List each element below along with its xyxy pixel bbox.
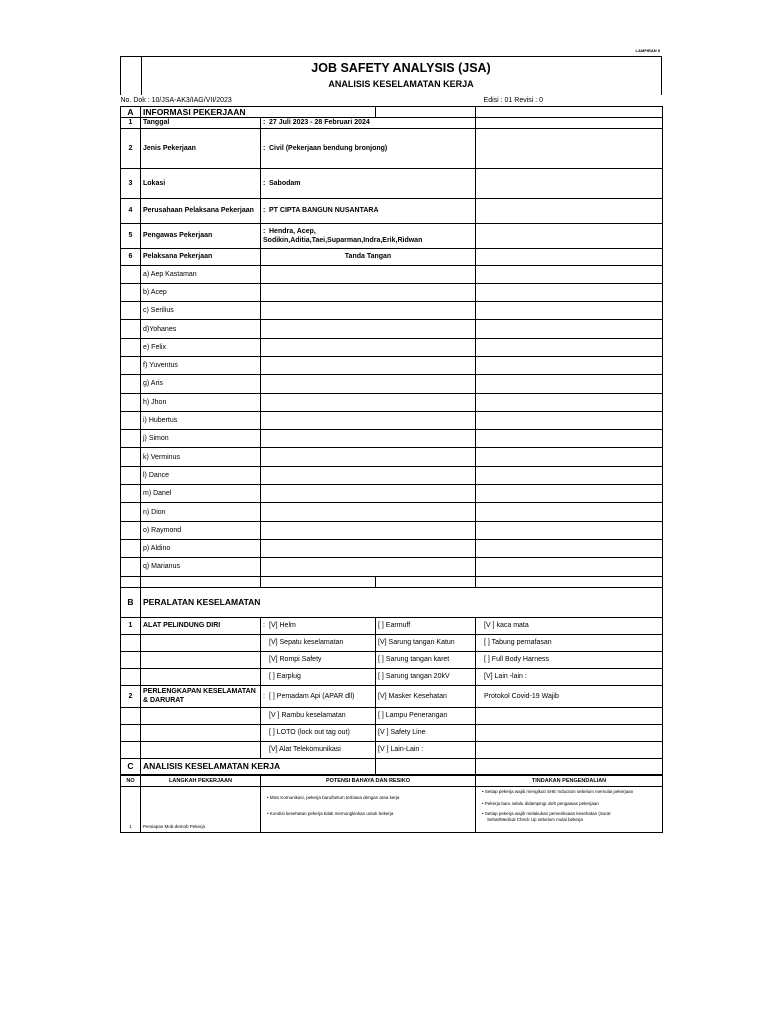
worker-name: e) Felix [141,338,261,356]
apd-item: [V] Rompi Safety [269,656,322,664]
lokasi-value: Sabodam [269,179,301,187]
worker-row [121,411,663,429]
signature-cell[interactable] [261,320,476,338]
signature-cell[interactable] [261,558,476,576]
worker-name: p) Aldino [141,539,261,557]
apd-item: [ ] Sarung tangan 20kV [376,668,476,685]
section-b-letter: B [121,587,141,617]
darurat-item: [V ] Safety Line [376,724,476,741]
apd-item: [V] Lain -lain : [476,668,663,685]
darurat-item: [V] Alat Telekomunikasi [269,746,341,754]
worker-row [121,466,663,484]
perusahaan-value: PT CIPTA BANGUN NUSANTARA [269,207,379,214]
worker-name: o) Raymond [141,521,261,539]
worker-row [121,430,663,448]
tanggal-value: 27 Juli 2023 - 28 Februari 2024 [269,119,370,126]
signature-cell[interactable] [261,302,476,320]
worker-row [121,539,663,557]
apd-item: [ ] Tabung pernafasan [476,634,663,651]
worker-row [121,302,663,320]
worker-row [121,283,663,301]
document-title: JOB SAFETY ANALYSIS (JSA) [311,61,491,75]
worker-row [121,265,663,283]
signature-cell[interactable] [261,466,476,484]
apd-item: [ ] Sarung tangan karet [376,651,476,668]
worker-row [121,448,663,466]
info-row-perusahaan: 4 Perusahaan Pelaksana Pekerjaan : PT CIPTA BANGUN NUSANTARA [121,198,663,223]
signature-cell[interactable] [261,521,476,539]
edition: Edisi : 01 Revisi : 0 [476,95,663,106]
darurat-item: [ ] Pemadam Api (APAR dll) [269,692,355,700]
section-a-letter: A [121,106,141,117]
c-header-no: NO [121,775,141,786]
c-header-tindakan: TINDAKAN PENGENDALIAN [476,775,663,786]
section-a-title: INFORMASI PEKERJAAN [141,106,376,117]
apd-item: [V] Sepatu keselamatan [269,639,344,647]
worker-list [121,265,663,576]
worker-name: i) Hubertus [141,411,261,429]
darurat-item: [V ] Rambu keselamatan [269,712,346,720]
section-a-row [121,106,663,117]
darurat-list [121,685,663,758]
worker-name: a) Aep Kastaman [141,265,261,283]
apd-list [121,617,663,685]
worker-row [121,375,663,393]
worker-name: h) Jhon [141,393,261,411]
worker-name: b) Acep [141,283,261,301]
worker-name: d)Yohanes [141,320,261,338]
c-header-row [121,775,663,786]
signature-header: Tanda Tangan [261,248,476,265]
apd-label: ALAT PELINDUNG DIRI [141,617,261,634]
apd-row [121,634,663,651]
worker-row [121,503,663,521]
spacer-row [121,576,663,587]
worker-row [121,558,663,576]
worker-name: g) Aris [141,375,261,393]
darurat-row [121,707,663,724]
apd-item: [ ] Earmuff [376,617,476,634]
worker-name: k) Verminus [141,448,261,466]
c-row-langkah: Persiapan Mob-demob Pekerja [141,786,261,832]
potensi-item: Miss Komunikasi, pekerja baru/belum terbiasa dengan area kerja [269,794,400,800]
worker-name: q) Marianus [141,558,261,576]
darurat-item [476,741,663,758]
meta-row [121,95,663,106]
signature-cell[interactable] [261,393,476,411]
darurat-item [476,724,663,741]
darurat-row [121,741,663,758]
worker-row [121,393,663,411]
signature-cell[interactable] [261,356,476,374]
info-row-pengawas: 5 Pengawas Pekerjaan : Hendra, Acep, Sodikin,Aditia,Taei,Suparman,Indra,Erik,Ridwan [121,223,663,248]
apd-row [121,668,663,685]
section-b-title: PERALATAN KESELAMATAN [141,587,663,617]
tindakan-item: Pekerja baru selalu didampingi oleh pengawas pekerjaan [484,800,599,806]
info-row-jenis: 2 Jenis Pekerjaan : Civil (Pekerjaan bendung bronjong) [121,128,663,168]
section-b-row [121,587,663,617]
worker-row [121,338,663,356]
info-row-tanggal: 1 Tanggal : 27 Juli 2023 - 28 Februari 2024 [121,117,663,128]
tindakan-item: Sehat/Medical Check Up sebelum mulai bekerja [487,816,583,822]
apd-item: [ ] Full Body Harness [476,651,663,668]
c-header-langkah: LANGKAH PEKERJAAN [141,775,261,786]
darurat-item: [ ] LOTO (lock out tag out) [269,729,350,737]
section-c-letter: C [121,758,141,775]
worker-row [121,320,663,338]
potensi-item: Kondisi kesehatan pekerja tidak memungkinkan untuk bekerja [269,810,394,816]
c-header-potensi: POTENSI BAHAYA DAN RESIKO [261,775,476,786]
pengawas-value-2: Sodikin,Aditia,Taei,Suparman,Indra,Erik,Ridwan [263,236,423,244]
signature-cell[interactable] [261,503,476,521]
apd-item: [ ] Earplug [269,673,301,681]
apd-item: [V] Helm [269,622,296,630]
tindakan-item: Setiap pekerja wajib melakukan pemeriksaan kesehatan (Surat [484,810,611,816]
apd-row: 1 ALAT PELINDUNG DIRI : [V] Helm [ ] Earmuff [V ] kaca mata [121,617,663,634]
header-left-box [121,57,142,95]
section-c-title: ANALISIS KESELAMATAN KERJA [141,758,376,775]
darurat-item: Protokol Covid-19 Wajib [476,685,663,707]
worker-name: m) Danel [141,485,261,503]
tindakan-item: Setiap pekerja wajib mengikuti SHE Induction sebelum memulai pekerjaan [484,788,634,794]
info-row-lokasi: 3 Lokasi : Sabodam [121,168,663,198]
darurat-item: [V] Masker Kesehatan [376,685,476,707]
signature-cell[interactable] [261,338,476,356]
document-header [120,56,662,95]
jsa-table [120,95,663,833]
worker-row [121,356,663,374]
darurat-row: 2 PERLENGKAPAN KESELAMATAN & DARURAT : [ ] Pemadam Api (APAR dll) [V] Masker Kesehatan Protokol Covid-19 Wajib [121,685,663,707]
c-row-no: 1 [121,786,141,832]
worker-name: c) Serilius [141,302,261,320]
jenis-value: Civil (Pekerjaan bendung bronjong) [269,144,388,152]
worker-row [121,521,663,539]
pengawas-value-1: Hendra, Acep, [269,227,316,235]
signature-cell[interactable] [261,265,476,283]
c-data-row: 1 Persiapan Mob-demob Pekerja • Miss Komunikasi, pekerja baru/belum terbiasa dengan area kerja • Kondisi kesehatan pekerja tidak memungkinkan untuk bekerja • Setiap pekerja wajib mengikuti SHE Induction sebelum memulai pekerjaan • Pekerja baru selalu didampingi oleh pengawas pekerjaan • Setiap pekerja wajib melakukan pemeriksaan kesehatan (Surat Sehat/Medical Check Up sebelum mulai bekerja [121,786,663,832]
document-subtitle: ANALISIS KESELAMATAN KERJA [328,79,474,89]
signature-cell[interactable] [261,283,476,301]
info-row-pelaksana: 6 Pelaksana Pekerjaan Tanda Tangan [121,248,663,265]
worker-name: n) Dion [141,503,261,521]
signature-cell[interactable] [261,375,476,393]
worker-name: l) Dance [141,466,261,484]
signature-cell[interactable] [261,485,476,503]
doc-number: No. Dok : 10/JSA-AK3/IAG/VII/2023 [121,95,376,106]
darurat-item: [V ] Lain-Lain : [376,741,476,758]
apd-item: [V] Sarung tangan Katun [376,634,476,651]
apd-row [121,651,663,668]
darurat-item: [ ] Lampu Penerangan [376,707,476,724]
signature-cell[interactable] [261,448,476,466]
darurat-label: PERLENGKAPAN KESELAMATAN & DARURAT [141,685,261,707]
lampiran-label: LAMPIRAN II [635,48,660,53]
worker-row [121,485,663,503]
darurat-row [121,724,663,741]
signature-cell[interactable] [261,539,476,557]
worker-name: j) Simon [141,430,261,448]
darurat-item [476,707,663,724]
signature-cell[interactable] [261,430,476,448]
worker-name: f) Yuventus [141,356,261,374]
section-c-row [121,758,663,775]
apd-item: [V ] kaca mata [476,617,663,634]
signature-cell[interactable] [261,411,476,429]
jsa-document [120,56,662,833]
